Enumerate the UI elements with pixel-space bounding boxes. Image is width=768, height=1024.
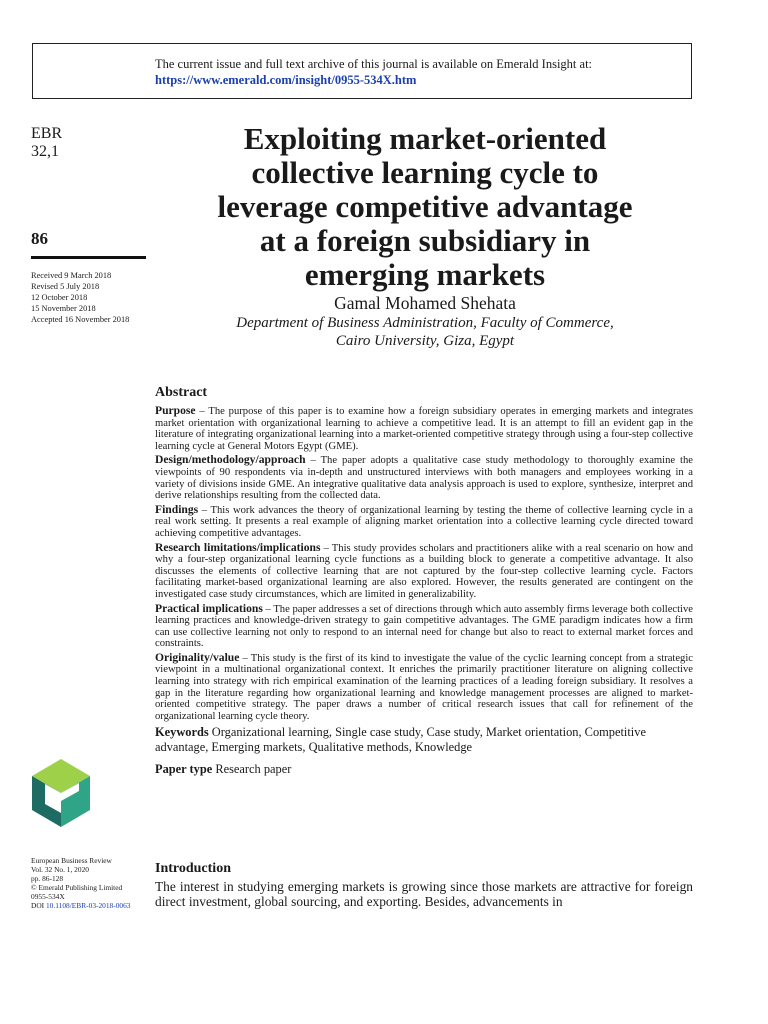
title-line: leverage competitive advantage	[217, 189, 633, 224]
article-title	[155, 122, 695, 292]
accepted-date: Accepted 16 November 2018	[31, 315, 130, 324]
section-text: – The paper adopts a qualitative case study methodology to thoroughly examine the viewpoints of 90 respondents via in-depth and unstructured interviews with both managers and employees working in a variety of divisions inside GME. An integrative qualitative data analysis approach is used to explore, synthesize, interpret and derive relationships resulting from the collected data.	[155, 455, 693, 502]
paper-type-text: Research paper	[212, 762, 292, 777]
section-label: Research limitations/implications	[155, 540, 321, 554]
margin-divider	[31, 256, 146, 259]
section-text: – This work advances the theory of organizational learning by testing the theme of collective learning cycle in a real work setting. It presents a real example of aligning market orientation into a collective learning cycle directed toward achieving competitive advantages.	[155, 504, 693, 539]
page-number: 86	[31, 229, 48, 248]
section-label: Design/methodology/approach	[155, 453, 306, 467]
section-label: Originality/value	[155, 650, 240, 664]
journal-code: EBR	[31, 125, 63, 142]
abstract-design	[155, 454, 693, 501]
title-line: collective learning cycle to	[251, 155, 599, 190]
keywords	[155, 725, 693, 755]
section-text: – The purpose of this paper is to examine how a foreign subsidiary operates in emerging markets and integrates market orientation with organizational learning to achieve a competitive lead. It is an attempt to fill an evident gap in the literature of integrating organizational learning into a market-oriented competitive strategy through using a four-step collective learning cycle at General Motors Egypt (GME).	[155, 406, 693, 452]
section-label: Findings	[155, 502, 199, 516]
doi-line	[31, 901, 131, 910]
page-range: pp. 86-128	[31, 874, 64, 883]
section-label: Practical implications	[155, 601, 263, 615]
revised-date: 15 November 2018	[31, 304, 96, 313]
abstract-limitations	[155, 542, 693, 601]
journal-volume: 32,1	[31, 143, 59, 160]
journal-name: European Business Review	[31, 856, 112, 865]
title-line: at a foreign subsidiary in	[259, 223, 591, 258]
copyright: © Emerald Publishing Limited	[31, 883, 123, 892]
received-date: Received 9 March 2018	[31, 271, 112, 280]
journal-code-block	[31, 125, 62, 161]
revised-date: 12 October 2018	[31, 293, 88, 302]
abstract	[155, 385, 693, 777]
title-line: emerging markets	[304, 257, 546, 292]
section-text: – The paper addresses a set of directions through which auto assembly firms leverage both collective learning practices and knowledge-driven strategy to gain competitive advantages. The GME paradigm indicates how a firm can use collective learning not only to respond to an internal need for change but also to react to external market forces and constraints.	[155, 603, 693, 650]
introduction-heading: Introduction	[155, 861, 231, 876]
affiliation-line: Department of Business Administration, Faculty of Commerce,	[236, 315, 614, 331]
keywords-text: Organizational learning, Single case study, Case study, Market orientation, Competitive advantage, Emerging markets, Qualitative methods, Knowledge	[155, 725, 646, 755]
doi-label: DOI	[31, 901, 46, 910]
section-label: Purpose	[155, 404, 196, 417]
abstract-practical	[155, 603, 693, 650]
journal-access-banner	[32, 43, 692, 99]
doi-link[interactable]: 10.1108/EBR-03-2018-0063	[45, 901, 131, 910]
submission-history	[31, 270, 129, 325]
banner-notice: The current issue and full text archive of this journal is available on Emerald Insight at:	[155, 57, 593, 71]
revised-date: Revised 5 July 2018	[31, 282, 100, 291]
author-name: Gamal Mohamed Shehata	[334, 293, 516, 313]
introduction-text: The interest in studying emerging markets is growing since those markets are attractive for foreign direct investment, global sourcing, and exporting. Besides, advancements in	[155, 879, 693, 909]
abstract-heading: Abstract	[155, 385, 208, 400]
publication-info	[31, 856, 131, 910]
affiliation-line: Cairo University, Giza, Egypt	[335, 333, 515, 349]
issn: 0955-534X	[31, 892, 65, 901]
emerald-publisher-logo	[31, 758, 91, 828]
section-text: – This study is the first of its kind to investigate the value of the cyclic learning concept from a strategic viewpoint in a multinational organizational context. It enriches the primarily practitioner literature on aligning collective learning into strategy with rich empirical examination of the learning practices of a leading foreign subsidiary. It resolves a gap in the literature regarding how organizational learning and knowledge management processes are aligned to market-oriented competitive strategy. The paper draws a number of critical research issues that call for refinement of the organizational learning cycle theory.	[155, 652, 693, 722]
paper-type	[155, 762, 693, 777]
section-text: – This study provides scholars and practitioners alike with a real scenario on how and why a four-step organizational learning cycle functions as a building block to generate a competitive advantage. It also discusses the elements of collective learning that are not captured by the four-step collective learning cycle. Factors facilitating market-based organizational learning are also explored. However, the results generated are contingent on the investigated case study circumstances, which are limited in generalizability.	[155, 542, 693, 600]
abstract-originality	[155, 652, 693, 723]
author-affiliation	[155, 314, 695, 350]
banner-text	[155, 56, 592, 88]
journal-issue: Vol. 32 No. 1, 2020	[31, 865, 89, 874]
journal-archive-link[interactable]: https://www.emerald.com/insight/0955-534X.htm	[155, 73, 417, 87]
abstract-purpose	[155, 405, 693, 452]
abstract-findings	[155, 504, 693, 540]
title-line: Exploiting market-oriented	[243, 121, 607, 156]
keywords-label: Keywords	[155, 725, 209, 740]
paper-type-label: Paper type	[155, 762, 213, 777]
